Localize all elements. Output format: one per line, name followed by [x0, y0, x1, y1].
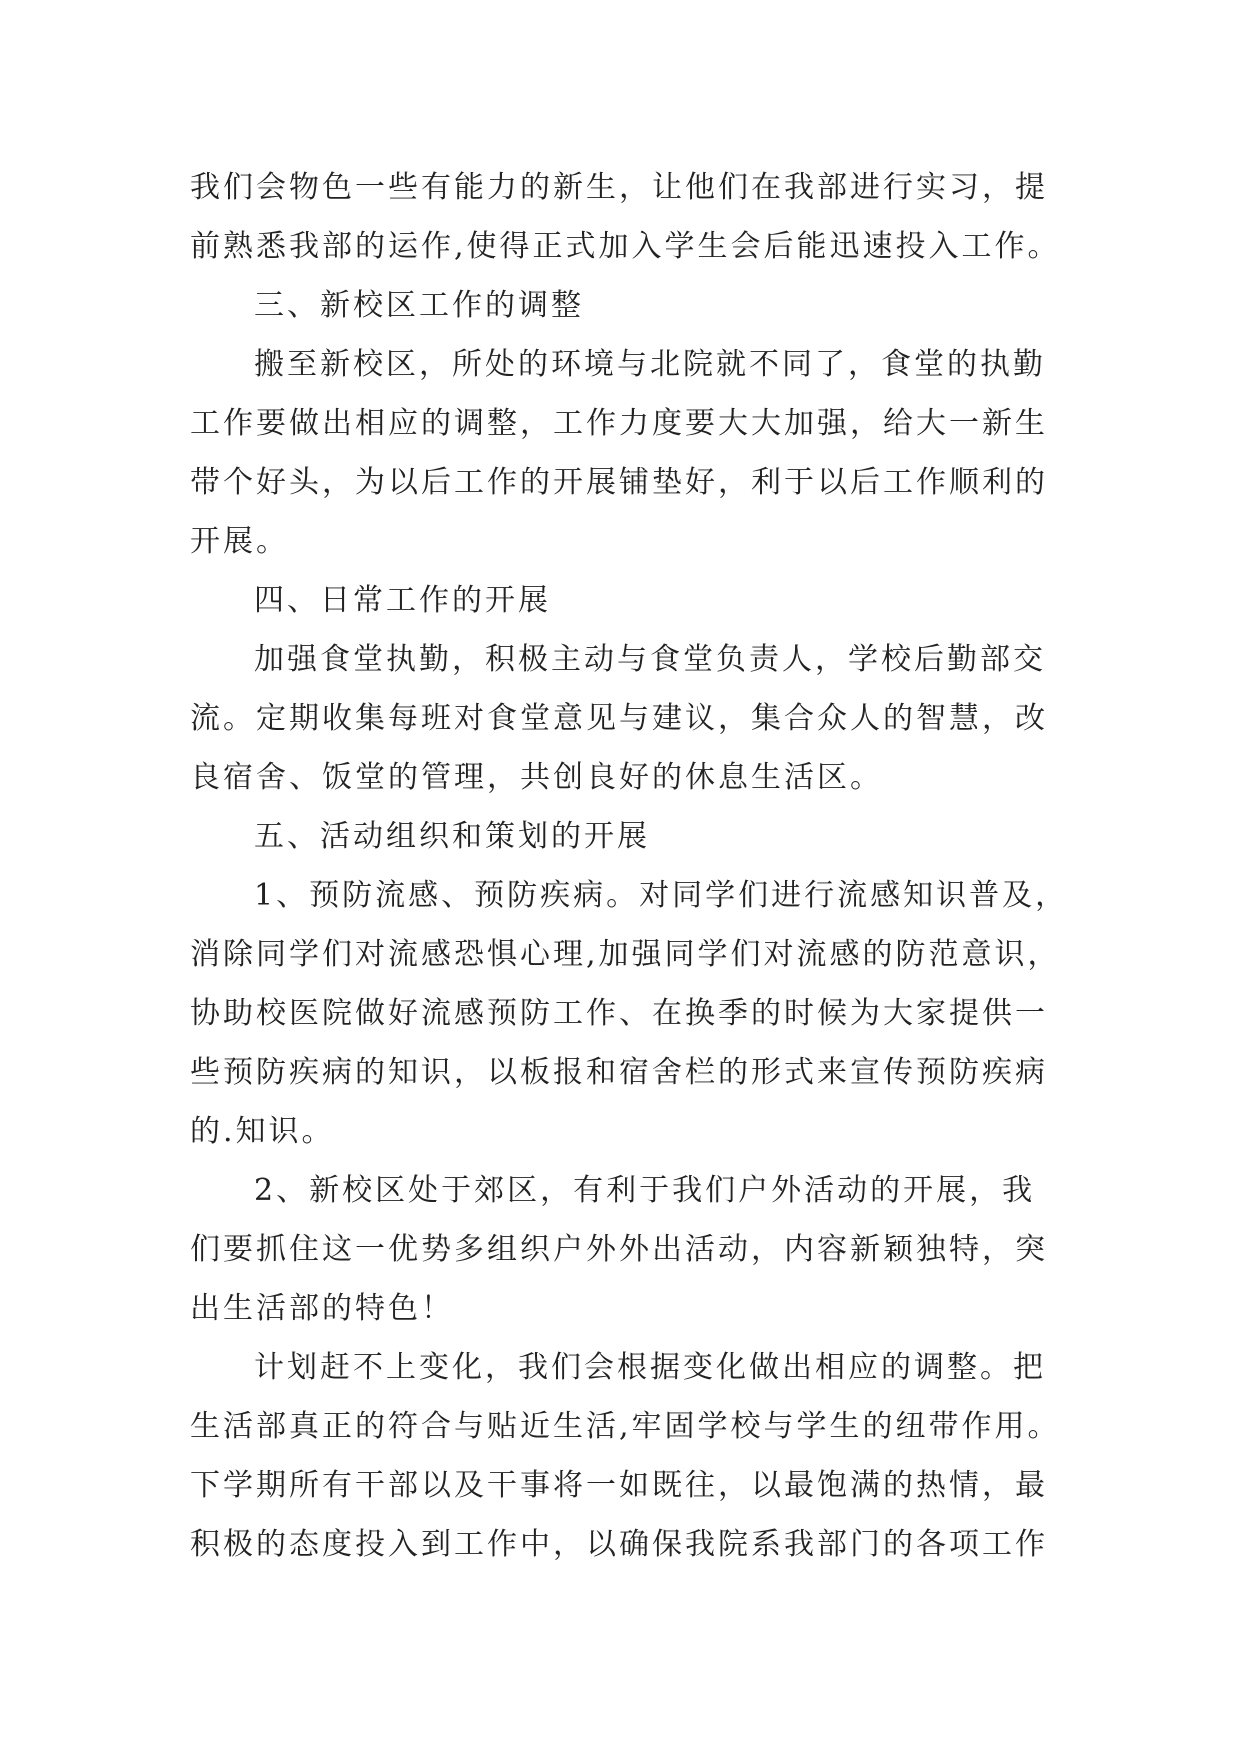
text-line: 计划赶不上变化，我们会根据变化做出相应的调整。把	[254, 1350, 1046, 1385]
text-line: 1、预防流感、预防疾病。对同学们进行流感知识普及，	[254, 878, 1069, 913]
section-heading: 四、日常工作的开展	[254, 583, 551, 618]
text-line: 消除同学们对流感恐惧心理,加强同学们对流感的防范意识，	[190, 937, 1061, 972]
text-line: 协助校医院做好流感预防工作、在换季的时候为大家提供一	[190, 996, 1048, 1031]
text-line: 的.知识。	[190, 1114, 335, 1149]
text-line: 我们会物色一些有能力的新生，让他们在我部进行实习，提	[190, 170, 1048, 205]
text-line: 们要抓住这一优势多组织户外外出活动，内容新颖独特，突	[190, 1232, 1048, 1267]
text-line: 流。定期收集每班对食堂意见与建议，集合众人的智慧，改	[190, 701, 1048, 736]
text-line: 加强食堂执勤，积极主动与食堂负责人，学校后勤部交	[254, 642, 1046, 677]
text-line: 良宿舍、饭堂的管理，共创良好的休息生活区。	[190, 760, 883, 795]
text-line: 前熟悉我部的运作,使得正式加入学生会后能迅速投入工作。	[190, 229, 1061, 264]
section-heading: 五、活动组织和策划的开展	[254, 819, 650, 854]
text-line: 带个好头，为以后工作的开展铺垫好，利于以后工作顺利的	[190, 465, 1048, 500]
text-line: 出生活部的特色！	[190, 1291, 454, 1326]
text-line: 工作要做出相应的调整，工作力度要大大加强，给大一新生	[190, 406, 1048, 441]
text-line: 生活部真正的符合与贴近生活,牢固学校与学生的纽带作用。	[190, 1409, 1061, 1444]
document-body	[190, 158, 1069, 1574]
text-line: 2、新校区处于郊区，有利于我们户外活动的开展，我	[254, 1173, 1036, 1208]
text-line: 些预防疾病的知识，以板报和宿舍栏的形式来宣传预防疾病	[190, 1055, 1048, 1090]
section-heading: 三、新校区工作的调整	[254, 288, 584, 323]
text-line: 下学期所有干部以及干事将一如既往，以最饱满的热情，最	[190, 1468, 1048, 1503]
text-line: 积极的态度投入到工作中，以确保我院系我部门的各项工作	[190, 1527, 1048, 1562]
text-line: 开展。	[190, 524, 289, 559]
text-line: 搬至新校区，所处的环境与北院就不同了，食堂的执勤	[254, 347, 1046, 382]
